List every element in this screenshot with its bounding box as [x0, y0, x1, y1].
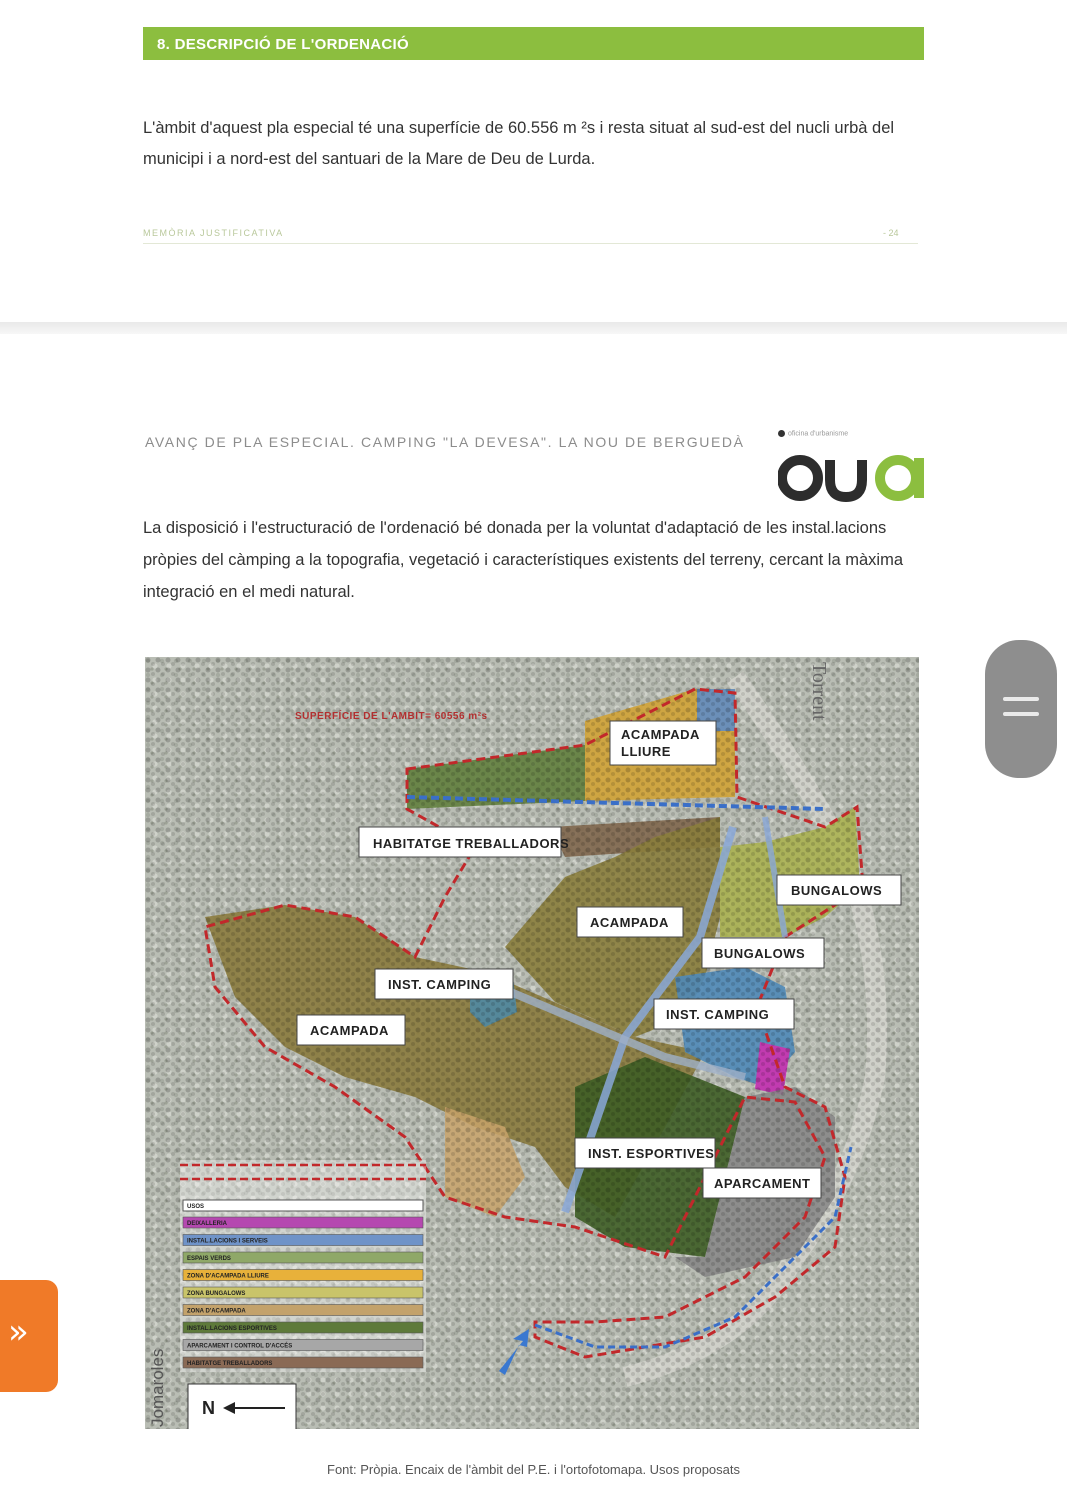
svg-text:ACAMPADA: ACAMPADA [621, 727, 700, 742]
svg-text:HABITATGE TREBALLADORS: HABITATGE TREBALLADORS [373, 836, 570, 851]
page-separator [0, 322, 1067, 334]
footer-divider [143, 243, 918, 244]
svg-text:LLIURE: LLIURE [621, 744, 671, 759]
svg-text:BUNGALOWS: BUNGALOWS [791, 883, 883, 898]
label-acampada-west [297, 1015, 405, 1045]
svg-text:INST. ESPORTIVES: INST. ESPORTIVES [588, 1146, 715, 1161]
north-arrow-icon [188, 1384, 296, 1429]
legend-item-label: INSTAL.LACIONS ESPORTIVES [187, 1326, 277, 1332]
svg-text:INST. CAMPING: INST. CAMPING [388, 977, 492, 992]
legend-item-label: DEIXALLERIA [187, 1221, 228, 1227]
svg-text:N: N [202, 1398, 215, 1418]
svg-text:ACAMPADA: ACAMPADA [310, 1023, 389, 1038]
scroll-handle-icon [1003, 697, 1039, 701]
svg-text:APARCAMENT: APARCAMENT [714, 1176, 811, 1191]
footer-page-number: - 24 [883, 228, 899, 238]
figure-caption: Font: Pròpia. Encaix de l'àmbit del P.E. i l'ortofotomapa. Usos proposats [327, 1462, 740, 1477]
section-title: 8. DESCRIPCIÓ DE L'ORDENACIÓ [157, 36, 409, 53]
label-inst-camping-right [654, 999, 794, 1029]
footer-document-name: MEMÒRIA JUSTIFICATIVA [143, 228, 284, 238]
legend-item-label: ZONA BUNGALOWS [187, 1291, 246, 1297]
label-inst-camping-left [375, 969, 513, 999]
page-header: AVANÇ DE PLA ESPECIAL. CAMPING "LA DEVESA". LA NOU DE BERGUEDÀ [145, 434, 745, 450]
legend-title: USOS [187, 1204, 205, 1210]
label-habitatge-treballadors [359, 827, 569, 857]
legend-item-label: ESPAIS VERDS [187, 1256, 231, 1262]
legend-item-label: APARCAMENT I CONTROL D'ACCÉS [187, 1343, 293, 1350]
brand-dot-icon [778, 430, 785, 437]
label-acampada-lliure [610, 721, 716, 765]
torrent-label: Torrent [808, 662, 830, 721]
chevron-double-right-icon: » [8, 1312, 29, 1352]
ordenacio-paragraph: La disposició i l'estructuració de l'ordenació bé donada per la voluntat d'adaptació de les instal.lacions pròpies del càmping a la topografia, vegetació i característiques existents del terreny, cercant la màxima integració en el medi natural. [143, 519, 903, 601]
intro-paragraph: L'àmbit d'aquest pla especial té una superfície de 60.556 m ²s i resta situat al sud-est del nucli urbà del municipi i a nord-est del santuari de la Mare de Deu de Lurda. [143, 119, 895, 168]
land-use-map [145, 657, 919, 1429]
legend-item-label: ZONA D'ACAMPADA [187, 1308, 246, 1315]
legend-item-label: HABITATGE TREBALLADORS [187, 1361, 273, 1367]
scroll-handle[interactable] [985, 640, 1057, 778]
label-inst-esportives [575, 1138, 715, 1168]
scroll-handle-icon [1003, 712, 1039, 716]
svg-text:ACAMPADA: ACAMPADA [590, 915, 669, 930]
map-legend [180, 1160, 426, 1372]
oua-logo [778, 440, 928, 504]
svg-text:INST. CAMPING: INST. CAMPING [666, 1007, 770, 1022]
brand-tagline: oficina d'urbanisme [778, 430, 848, 437]
jomaroles-label: Jomaroles [148, 1348, 167, 1427]
legend-item-label: ZONA D'ACAMPADA LLIURE [187, 1273, 269, 1280]
label-acampada-center [577, 907, 683, 937]
boundary-area-label: SUPERFÍCIE DE L'AMBIT= 60556 m²s [295, 711, 488, 722]
label-bungalows-north [777, 875, 901, 905]
svg-text:BUNGALOWS: BUNGALOWS [714, 946, 806, 961]
label-bungalows-south [702, 938, 824, 968]
legend-item-label: INSTAL.LACIONS I SERVEIS [187, 1238, 268, 1245]
legend-header [183, 1200, 423, 1211]
label-aparcament [703, 1168, 821, 1198]
